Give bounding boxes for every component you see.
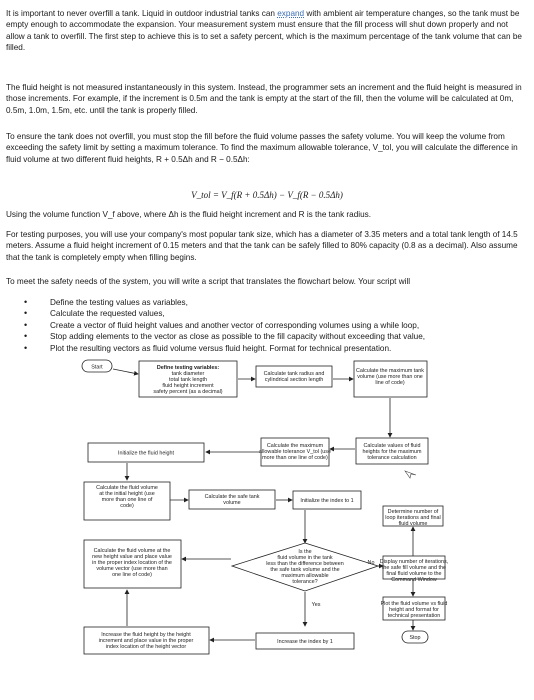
plot-line: height and format for <box>389 607 439 613</box>
decision-line: Is the <box>298 549 312 555</box>
decision-line: the safe tank volume and the <box>270 567 340 573</box>
calc-heights-line: heights for the maximum <box>362 449 422 455</box>
requirement-item: • Plot the resulting vectors as fluid volume versus fluid height. Format for technical presentation. <box>36 343 526 354</box>
yes-label: Yes <box>311 602 321 608</box>
calc-safe-vol-line: volume <box>223 500 241 506</box>
intro-p1-text-a: It is important to never overfill a tank. Liquid in outdoor industrial tanks can <box>6 9 278 18</box>
display-line: the safe fill volume and the <box>381 565 447 571</box>
calc-initial-vol-line: more than one line of <box>101 497 153 503</box>
determine-iter-line: loop iterations and final <box>385 515 441 521</box>
intro-paragraph-5: For testing purposes, you will use your company's most popular tank size, which has a diameter of 3.35 meters and a total tank length of 14.5 meters. Assume a fluid height increment of 0.15 meters and that the tank can be safely filled to 80% capacity (0.8 as a decimal). Also assume that the tank is completely empty when filling begins. <box>6 230 518 262</box>
requirement-item: • Calculate the requested values, <box>36 308 526 319</box>
intro-paragraph-2: The fluid height is not measured instantaneously in this system. Instead, the programmer sets an increment and the fluid height is measured in those increments. For example, if the increment is 0.5m and the tank is empty at the start of the fill, then the volume will be calculated at 0m, 0.5m, 1.0m, 1.5m, etc. until the tank is properly filled. <box>6 83 522 115</box>
init-height-label: Initialize the fluid height <box>117 450 175 457</box>
increase-index-label: Increase the index by 1 <box>277 639 333 645</box>
calc-vol-new-line: one line of code) <box>112 572 152 578</box>
define-vars-line: fluid height increment <box>162 383 214 389</box>
arrow-start-define <box>113 369 138 374</box>
define-vars-line: Define testing variables: <box>156 365 220 371</box>
calc-vol-new-line: new height value and place value <box>92 554 172 560</box>
no-label: No <box>367 560 375 566</box>
determine-iter-line: Determine number of <box>387 509 439 515</box>
calc-vol-new-line: volume vector (use more than <box>96 566 168 572</box>
calc-max-tank-line: Calculate the maximum tank <box>355 368 425 374</box>
display-line: Display number of iterations, <box>379 559 449 565</box>
calc-vol-new-line: in the proper index location of the <box>92 560 172 566</box>
increase-height-line: increment and place value in the proper <box>98 638 194 644</box>
stop-label: Stop <box>409 635 421 641</box>
decision-line: less than the difference between <box>266 561 344 567</box>
increase-height-line: Increase the fluid height by the height <box>101 632 191 638</box>
calc-tolerance-line: more than one line of code) <box>262 455 328 461</box>
calc-tolerance-line: Calculate the maximum <box>266 443 324 449</box>
calc-tolerance-line: allowable tolerance V_tol (use <box>259 449 331 455</box>
intro-paragraph-4: Using the volume function V_f above, where Δh is the fluid height increment and R is the tank radius. <box>6 210 372 219</box>
calc-heights-line: tolerance calculation <box>367 455 417 461</box>
calc-heights-line: Calculate values of fluid <box>363 443 421 449</box>
requirement-item: • Stop adding elements to the vector as close as possible to the fill capacity without exceeding that value, <box>36 331 526 342</box>
calc-initial-vol-line: code) <box>120 503 134 509</box>
plot-line: technical presentation <box>387 613 441 619</box>
calc-initial-vol-line: Calculate the fluid volume <box>96 485 158 491</box>
calc-max-tank-line: volume (use more than one <box>357 374 423 380</box>
display-line: Command Window <box>391 577 437 583</box>
display-line: final fluid volume to the <box>386 571 442 577</box>
calc-initial-vol-line: at the initial height (use <box>99 491 155 497</box>
calc-vol-new-line: Calculate the fluid volume at the <box>93 548 171 554</box>
define-vars-line: safety percent (as a decimal) <box>153 389 223 395</box>
decision-line: maximum allowable <box>281 573 329 579</box>
calc-radius-line: Calculate tank radius and <box>263 371 325 377</box>
determine-iter-line: fluid volume <box>398 521 428 527</box>
intro-paragraph-3: To ensure the tank does not overfill, you must stop the fill before the fluid volume passes the safety volume. You will keep the volume from exceeding the safety limit by setting a maximum tolerance. To find the maximum allowable tolerance, V_tol, you will calculate the difference in fluid volume at two different fluid heights, R + 0.5Δh and R − 0.5Δh: <box>6 132 518 164</box>
requirement-item: • Create a vector of fluid height values and another vector of corresponding volumes using a while loop, <box>36 320 526 331</box>
requirement-item: • Define the testing values as variables, <box>36 297 526 308</box>
cursor-pointer-icon <box>405 471 416 478</box>
decision-line: fluid volume in the tank <box>277 555 333 561</box>
intro-p1-text-b: with ambient air temperature changes, so the tank must be empty enough to accommodate the expansion. Your measurement system must ensure that the fill process will shut down properly and not allow a tank to overfill. The first step to achieve this is to set a safety percent, which is the maximum percentage of the tank volume that can be filled. <box>6 9 522 53</box>
calc-radius-line: cylindrical section length <box>264 377 324 383</box>
intro-paragraph-6: To meet the safety needs of the system, you will write a script that translates the flowchart below. Your script will <box>6 277 411 286</box>
define-vars-line: tank diameter <box>171 371 205 377</box>
decision-line: tolerance? <box>292 579 318 585</box>
init-index-label: Initialize the index to 1 <box>300 498 354 504</box>
tolerance-equation: V_tol = V_f(R + 0.5Δh) − V_f(R − 0.5Δh) <box>191 190 343 200</box>
start-label: Start <box>91 364 103 371</box>
increase-height-line: index location of the height vector <box>105 644 187 650</box>
calc-safe-vol-line: Calculate the safe tank <box>204 494 260 500</box>
calc-max-tank-line: line of code) <box>375 380 405 386</box>
expand-link[interactable]: expand <box>277 9 305 18</box>
define-vars-line: total tank length <box>168 377 208 383</box>
plot-line: Plot the fluid volume vs fluid <box>380 601 448 607</box>
